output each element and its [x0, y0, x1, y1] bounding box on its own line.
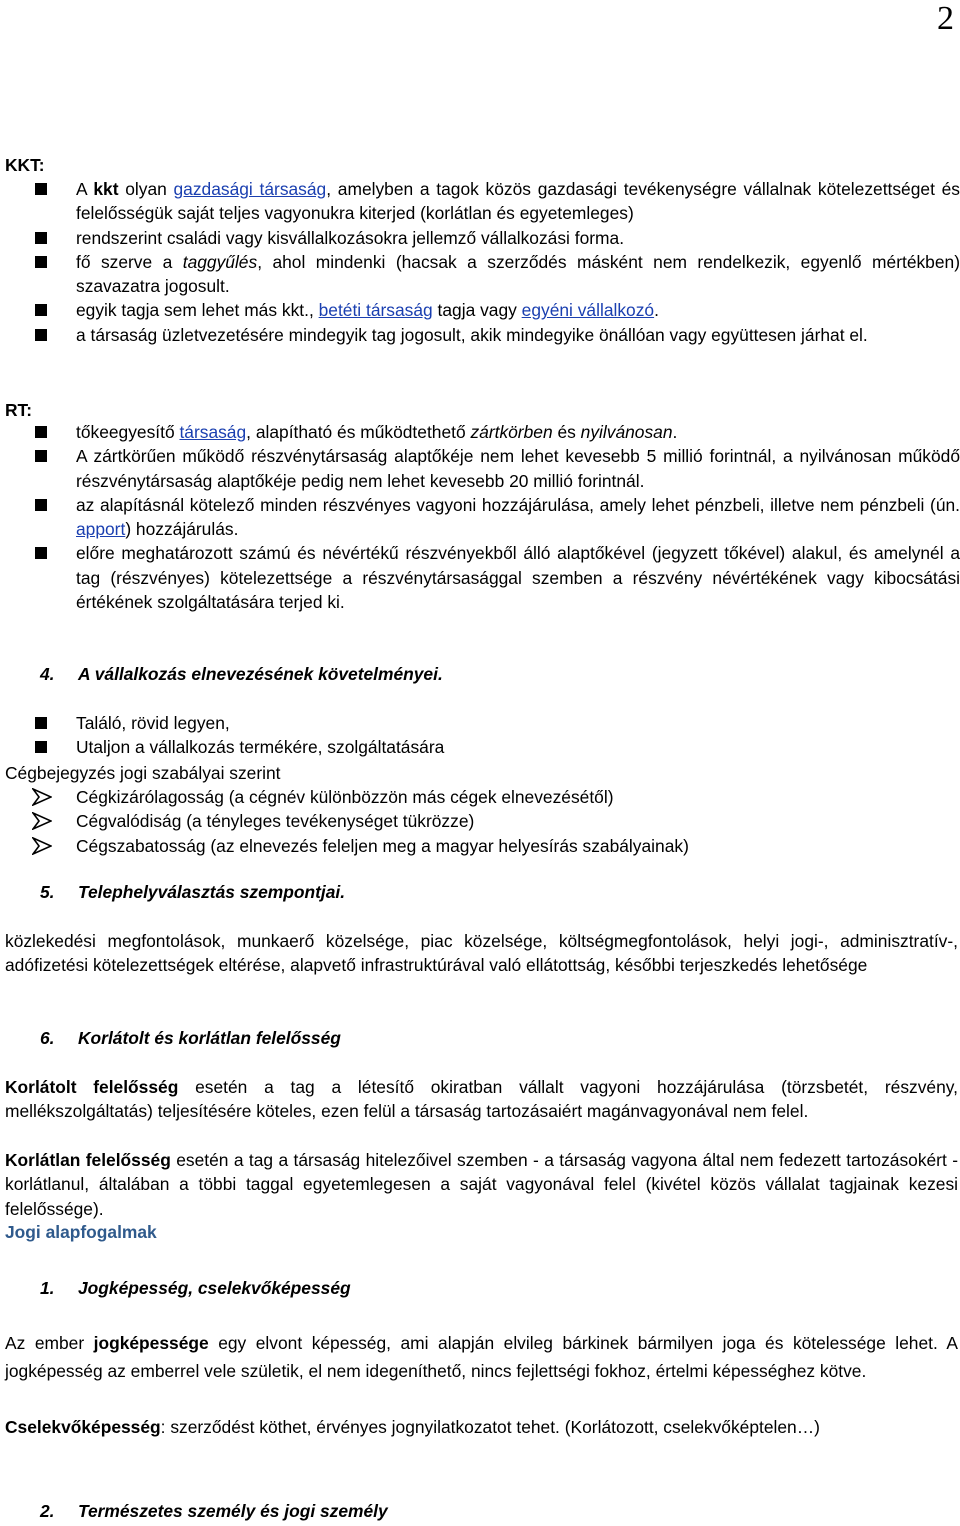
s1-paragraph-jogkepesseg: Az ember jogképessége egy elvont képesség, ami alapján elvileg bárkinek bármilyen joga és kötelessége lehet. A jogképesség az emberrel vele születik, el nem idegeníthető, nincs fejlettségi fokhoz, értelmi képességhez kötve. [5, 1333, 958, 1381]
square-bullet-icon [35, 426, 47, 438]
kkt-list [0, 177, 960, 347]
section-1-heading: 1. Jogképesség, cselekvőképesség [40, 1278, 351, 1298]
list-item: előre meghatározott számú és névértékű részvényekből álló alaptőkével (jegyzett tőkével) alakul, és amelynél a tag (részvényes) kötelezettsége a részvénytársasággal szemben a részvény névértékének vagy kibocsátási értékének szolgáltatására terjed ki. [0, 541, 960, 614]
section-6-heading: 6. Korlátolt és korlátlan felelősség [40, 1028, 341, 1048]
s6-paragraph-korlatlan: Korlátlan felelősség esetén a tag a társaság hitelezőivel szemben - a társaság vagyona által nem fedezett tartozásokért - korlátlanul, általában a többi taggal egyetemlegesen a saját vagyonával felel (kivétel közös vállalat tagjainak kezesi felelőssége). [5, 1150, 958, 1219]
arrow-bullet-icon [32, 788, 52, 806]
list-item: tőkeegyesítő társaság, alapítható és működtethető zártkörben és nyilvánosan. [0, 420, 960, 444]
link-gazdasagi-tarsasag[interactable]: gazdasági társaság [173, 179, 327, 199]
square-bullet-icon [35, 304, 47, 316]
list-item: Találó, rövid legyen, [0, 711, 960, 735]
square-bullet-icon [35, 183, 47, 195]
arrow-bullet-icon [32, 837, 52, 855]
s1-paragraph-cselekvokepesseg: Cselekvőképesség: szerződést köthet, érvényes jognyilatkozatot tehet. (Korlátozott, cselekvőképtelen…) [5, 1417, 820, 1437]
page-number: 2 [937, 0, 954, 37]
list-item: A kkt olyan gazdasági társaság, amelyben a tagok közös gazdasági tevékenységre vállalnak kötelezettséget és felelősségük saját teljes vagyonukra kiterjed (korlátlan és egyetemleges) [0, 177, 960, 226]
link-beteti-tarsasag[interactable]: betéti társaság [318, 300, 433, 321]
section-5-heading: 5. Telephelyválasztás szempontjai. [40, 882, 346, 902]
rt-label: RT: [5, 400, 33, 420]
square-bullet-icon [35, 717, 47, 729]
link-apport[interactable]: apport [76, 519, 126, 540]
square-bullet-icon [35, 232, 47, 244]
list-item: Utaljon a vállalkozás termékére, szolgáltatására [0, 735, 960, 759]
list-item: Cégvalódiság (a tényleges tevékenységet tükrözze) [0, 809, 960, 833]
link-tarsasag[interactable]: társaság [179, 422, 247, 442]
section-4-heading: 4. A vállalkozás elnevezésének követelményei. [40, 664, 443, 684]
list-item: A zártkörűen működő részvénytársaság alaptőkéje nem lehet kevesebb 5 millió forintnál, a nyilvánosan működő részvénytársaság alaptőkéje pedig nem lehet kevesebb 20 millió forintnál. [0, 444, 960, 493]
list-item: Cégkizárólagosság (a cégnév különbözzön más cégek elnevezésétől) [0, 785, 960, 809]
square-bullet-icon [35, 329, 47, 341]
kkt-label: KKT: [5, 155, 45, 175]
square-bullet-icon [35, 450, 47, 462]
square-bullet-icon [35, 547, 47, 559]
s4-arrow-list [0, 785, 960, 858]
list-item: fő szerve a taggyűlés, ahol mindenki (hacsak a szerződés másként nem rendelkezik, egyenlő mértékben) szavazatra jogosult. [0, 250, 960, 299]
square-bullet-icon [35, 256, 47, 268]
s6-paragraph-korlatolt: Korlátolt felelősség esetén a tag a létesítő okiratban vállalt vagyoni hozzájárulása (törzsbetét, részvény, mellékszolgáltatás) teljesítésére köteles, ezen felül a társaság tartozásaiért magánvagyonával nem felel. [5, 1077, 958, 1122]
rt-list [0, 420, 960, 614]
list-item: rendszerint családi vagy kisvállalkozásokra jellemző vállalkozási forma. [0, 226, 960, 250]
link-egyeni-vallalkozo[interactable]: egyéni vállalkozó [521, 300, 655, 321]
s4-bullet-list [0, 711, 960, 760]
jogi-alapfogalmak-heading: Jogi alapfogalmak [5, 1222, 157, 1242]
list-item: egyik tagja sem lehet más kkt., betéti társaság tagja vagy egyéni vállalkozó. [0, 298, 960, 322]
square-bullet-icon [35, 741, 47, 753]
list-item: a társaság üzletvezetésére mindegyik tag jogosult, akik mindegyike önállóan vagy együttesen járhat el. [0, 323, 960, 347]
square-bullet-icon [35, 499, 47, 511]
arrow-bullet-icon [32, 812, 52, 830]
s5-paragraph: közlekedési megfontolások, munkaerő közelsége, piac közelsége, költségmegfontolások, helyi jogi-, adminisztratív-, adófizetési kötelezettségek eltérése, alapvető infrastruktúrával való ellátottság, későbbi terjeszkedés lehetősége [5, 931, 958, 976]
list-item: Cégszabatosság (az elnevezés feleljen meg a magyar helyesírás szabályainak) [0, 834, 960, 858]
list-item: az alapításnál kötelező minden részvényes vagyoni hozzájárulása, amely lehet pénzbeli, illetve nem pénzbeli (ún. apport) hozzájárulás. [0, 493, 960, 542]
section-2-heading: 2. Természetes személy és jogi személy [40, 1501, 388, 1521]
s4-subheading: Cégbejegyzés jogi szabályai szerint [5, 763, 281, 783]
